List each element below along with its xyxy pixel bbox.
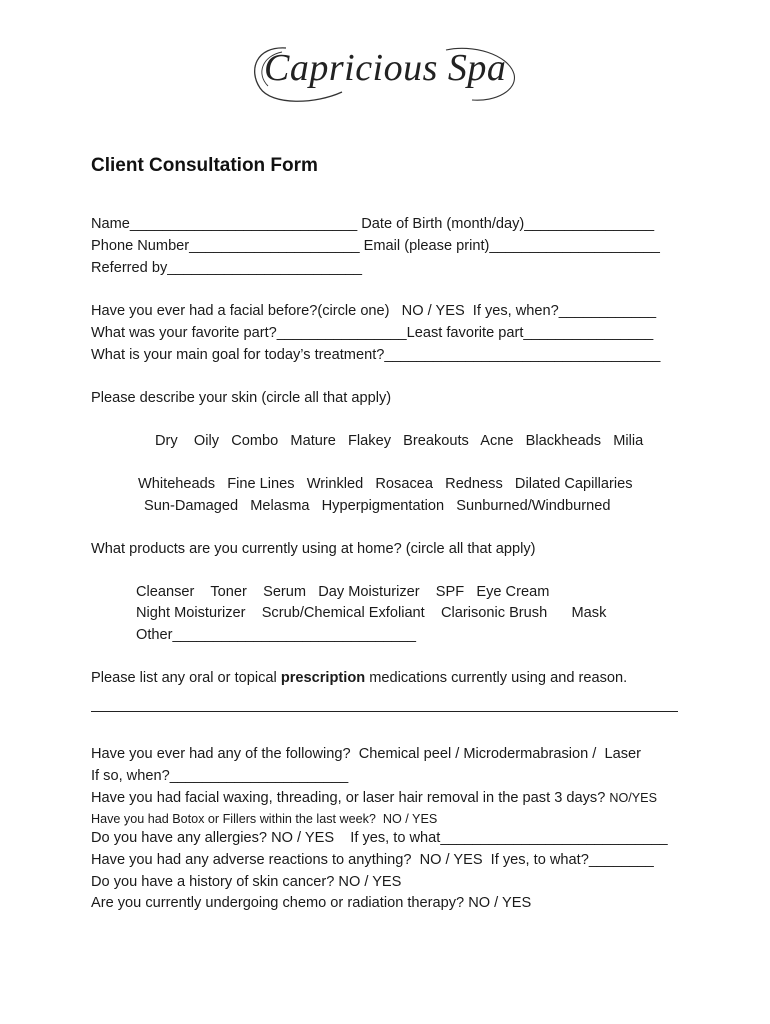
facial-before-question[interactable]: Have you ever had a facial before?(circle one) NO / YES If yes, when?____________	[91, 303, 657, 319]
botox-question[interactable]: Have you had Botox or Fillers within the last week? NO / YES	[91, 812, 438, 826]
prescription-question	[91, 669, 627, 687]
skin-options-row-3[interactable]: Sun-Damaged Melasma Hyperpigmentation Sunburned/Windburned	[144, 498, 611, 514]
products-row-2[interactable]: Night Moisturizer Scrub/Chemical Exfoliant Clarisonic Brush Mask	[136, 605, 607, 621]
name-dob-line[interactable]: Name____________________________ Date of Birth (month/day)________________	[91, 216, 655, 232]
spa-logo	[246, 40, 522, 108]
allergies-question[interactable]: Do you have any allergies? NO / YES If yes, to what____________________________	[91, 830, 668, 846]
products-question: What products are you currently using at home? (circle all that apply)	[91, 541, 536, 557]
form-title: Client Consultation Form	[91, 155, 318, 176]
favorite-part-question[interactable]: What was your favorite part?________________Least favorite part________________	[91, 325, 654, 341]
skin-options-row-1[interactable]: Dry Oily Combo Mature Flakey Breakouts Acne Blackheads Milia	[155, 433, 644, 449]
logo-text: Capricious Spa	[264, 47, 507, 89]
chemo-question[interactable]: Are you currently undergoing chemo or radiation therapy? NO / YES	[91, 895, 532, 911]
prescription-text-pre: Please list any oral or topical	[91, 670, 281, 686]
skin-cancer-question[interactable]: Do you have a history of skin cancer? NO / YES	[91, 874, 402, 890]
if-so-when-line[interactable]: If so, when?______________________	[91, 768, 349, 784]
products-row-1[interactable]: Cleanser Toner Serum Day Moisturizer SPF Eye Cream	[136, 584, 550, 600]
referred-by-line[interactable]: Referred by________________________	[91, 260, 363, 276]
phone-email-line[interactable]: Phone Number_____________________ Email (please print)_____________________	[91, 238, 660, 254]
skin-options-row-2[interactable]: Whiteheads Fine Lines Wrinkled Rosacea Redness Dilated Capillaries	[138, 476, 633, 492]
products-other-line[interactable]: Other______________________________	[136, 627, 416, 643]
describe-skin-heading: Please describe your skin (circle all that apply)	[91, 390, 392, 406]
prescription-answer-line[interactable]	[91, 711, 678, 712]
waxing-question[interactable]	[91, 789, 657, 807]
prescription-emphasis: prescription	[280, 670, 366, 686]
prescription-text-post: medications currently using and reason.	[365, 670, 628, 686]
had-following-question[interactable]: Have you ever had any of the following? Chemical peel / Microdermabrasion / Laser	[91, 746, 641, 762]
adverse-reactions-question[interactable]: Have you had any adverse reactions to anything? NO / YES If yes, to what?________	[91, 852, 654, 868]
main-goal-question[interactable]: What is your main goal for today’s treatment?__________________________________	[91, 347, 661, 363]
waxing-answer[interactable]: NO/YES	[609, 791, 657, 805]
waxing-text: Have you had facial waxing, threading, or laser hair removal in the past 3 days?	[91, 790, 610, 806]
